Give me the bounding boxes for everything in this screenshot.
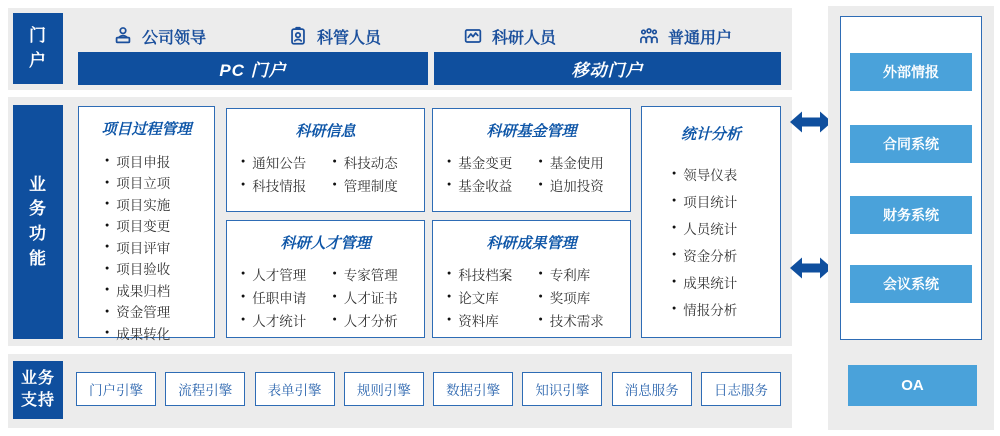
- box-research-achievement-mgmt: [432, 220, 631, 338]
- system-finance: 财务系统: [850, 196, 972, 234]
- box-research-fund-mgmt: [432, 108, 631, 212]
- user-type-researcher: [462, 22, 556, 50]
- business-label-line: 能: [29, 248, 47, 268]
- list-item: ● 项目统计: [672, 187, 780, 214]
- list-item: ● 领导仪表: [672, 160, 780, 187]
- list-item: ● 专利库: [539, 264, 631, 283]
- list-item: ● 任职申请: [241, 287, 333, 306]
- engine-knowledge: 知识引擎: [522, 372, 602, 406]
- system-external-intel: 外部情报: [850, 53, 972, 91]
- external-systems-frame: [840, 16, 982, 340]
- system-meeting: 会议系统: [850, 265, 972, 303]
- list-item: ● 项目申报: [105, 150, 214, 172]
- service-log: 日志服务: [701, 372, 781, 406]
- box-title: 项目过程管理: [101, 121, 192, 138]
- portal-panel: [8, 8, 792, 90]
- list-item: ● 追加投资: [539, 175, 631, 194]
- id-badge-icon: [287, 25, 309, 47]
- service-message: 消息服务: [612, 372, 692, 406]
- pc-portal-bar: [78, 52, 428, 85]
- portal-label-line: 门: [29, 25, 47, 45]
- list-item: ● 人才统计: [241, 310, 333, 329]
- list-item: ● 管理制度: [333, 175, 425, 194]
- box-title: 科研人才管理: [280, 235, 371, 252]
- list-item: ● 基金使用: [539, 152, 631, 171]
- box-statistics-analysis: [641, 106, 781, 338]
- list-item: ● 人才证书: [333, 287, 425, 306]
- list-item: ● 情报分析: [672, 295, 780, 322]
- list-item: ● 资金分析: [672, 241, 780, 268]
- box-title: 统计分析: [680, 126, 741, 143]
- double-arrow-icon: [790, 107, 832, 137]
- user-type-label: 科研人员: [492, 29, 557, 47]
- list-item: ● 技术需求: [539, 310, 631, 329]
- list-item: ● 基金收益: [447, 175, 539, 194]
- list-item: ● 通知公告: [241, 152, 333, 171]
- list-item: ● 项目立项: [105, 172, 214, 194]
- list-item: ● 成果统计: [672, 268, 780, 295]
- engine-data: 数据引擎: [433, 372, 513, 406]
- user-group-icon: [638, 25, 660, 47]
- box-title: 科研成果管理: [486, 235, 577, 252]
- portal-section-label: [13, 13, 63, 84]
- business-label-line: 业: [29, 174, 47, 194]
- user-type-general-user: [638, 22, 732, 50]
- user-type-company-leader: [112, 22, 206, 50]
- list-item: ● 科技档案: [447, 264, 539, 283]
- mobile-portal-label: 移动门户: [571, 61, 644, 80]
- list-item: ● 项目验收: [105, 258, 214, 280]
- list-item: ● 成果转化: [105, 322, 214, 344]
- pc-portal-label: PC 门户: [219, 61, 287, 80]
- list-item: ● 资金管理: [105, 301, 214, 323]
- list-item: ● 奖项库: [539, 287, 631, 306]
- engine-form: 表单引擎: [255, 372, 335, 406]
- chart-monitor-icon: [462, 25, 484, 47]
- portal-label-line: 户: [29, 50, 47, 70]
- list-item: ● 科技情报: [241, 175, 333, 194]
- system-oa: OA: [848, 365, 977, 406]
- list-item: ● 项目评审: [105, 236, 214, 258]
- user-type-label: 科管人员: [317, 29, 382, 47]
- business-support-panel: [8, 354, 792, 428]
- business-functions-section-label: [13, 105, 63, 339]
- user-type-label: 普通用户: [668, 29, 733, 47]
- user-type-sci-manager: [287, 22, 381, 50]
- leader-icon: [112, 25, 134, 47]
- engine-row: [76, 372, 781, 406]
- list-item: ● 专家管理: [333, 264, 425, 283]
- list-item: ● 资料库: [447, 310, 539, 329]
- box-project-process-mgmt: [78, 106, 215, 342]
- box-research-info: [226, 108, 425, 212]
- engine-workflow: 流程引擎: [165, 372, 245, 406]
- list-item: ● 人员统计: [672, 214, 780, 241]
- user-type-label: 公司领导: [142, 29, 207, 47]
- list-item: ● 基金变更: [447, 152, 539, 171]
- box-title: 科研信息: [295, 123, 356, 140]
- business-label-line: 务: [29, 199, 47, 219]
- list-item: ● 人才分析: [333, 310, 425, 329]
- list-item: ● 论文库: [447, 287, 539, 306]
- list-item: ● 项目变更: [105, 215, 214, 237]
- box-title: 科研基金管理: [486, 123, 577, 140]
- system-contract: 合同系统: [850, 125, 972, 163]
- support-label-line: 支持: [20, 392, 55, 409]
- list-item: ● 成果归档: [105, 279, 214, 301]
- list-item: ● 科技动态: [333, 152, 425, 171]
- list-item: ● 人才管理: [241, 264, 333, 283]
- list-item: ● 项目实施: [105, 193, 214, 215]
- engine-rule: 规则引擎: [344, 372, 424, 406]
- engine-portal: 门户引擎: [76, 372, 156, 406]
- business-functions-panel: [8, 97, 792, 346]
- double-arrow-icon: [790, 253, 832, 283]
- mobile-portal-bar: [434, 52, 781, 85]
- business-support-section-label: [13, 361, 63, 419]
- business-label-line: 功: [29, 224, 47, 243]
- box-research-talent-mgmt: [226, 220, 425, 338]
- support-label-line: 业务: [20, 369, 55, 387]
